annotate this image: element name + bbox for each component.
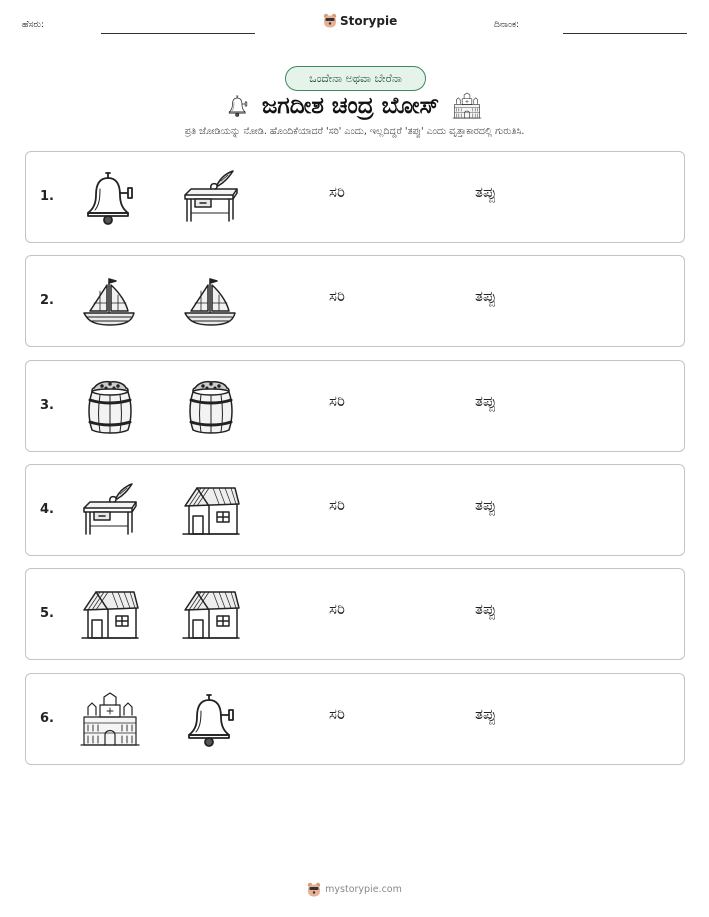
option-wrong[interactable]: ತಪ್ಪು [475,704,497,723]
date-line[interactable] [563,33,687,34]
desk-icon [80,482,140,540]
bear-icon [307,882,321,897]
instructions: ಪ್ರತಿ ಜೋಡಿಯನ್ನು ನೋಡಿ. ಹೊಂದಿಕೆಯಾದರೆ 'ಸರಿ' ಎಂದು, ಇಲ್ಲದಿದ್ದರೆ 'ತಪ್ಪು' ಎಂದು ವೃತ್ತಾಕಾರದಲ್ಲಿ ಗುರುತಿಸಿ. [184,126,525,137]
worksheet-type-pill: ಒಂದೇನಾ ಅಥವಾ ಬೇರೆನಾ [285,66,426,91]
question-number: 3. [40,397,54,413]
page-title: ಜಗದೀಶ ಚಂದ್ರ ಬೋಸ್ [261,93,440,119]
bell-icon [226,94,250,118]
desk-icon [181,169,241,227]
option-wrong[interactable]: ತಪ್ಪು [475,495,497,514]
footer-url: mystorypie.com [325,883,402,895]
option-wrong[interactable]: ತಪ್ಪು [475,183,497,201]
option-wrong[interactable]: ತಪ್ಪು [475,391,497,410]
question-row [25,360,685,452]
date-label: ದಿನಾಂಕ: [494,20,520,30]
sailboat-icon [181,273,241,331]
question-row [25,568,685,660]
house-icon [181,586,241,644]
question-number: 6. [40,710,54,726]
question-row [25,255,685,347]
option-correct[interactable]: ಸರಿ [329,600,345,619]
sailboat-icon [80,273,140,331]
option-correct[interactable]: ಸರಿ [329,704,345,723]
page-header [0,0,709,44]
house-icon [181,482,241,540]
name-line[interactable] [101,33,255,34]
question-row [25,673,685,765]
house-icon [80,586,140,644]
brand-logo [323,13,397,28]
barrel-icon [80,378,140,436]
bear-icon [323,13,337,28]
option-correct[interactable]: ಸರಿ [329,495,345,514]
question-row [25,151,685,243]
option-correct[interactable]: ಸರಿ [329,391,345,410]
option-correct[interactable]: ಸರಿ [329,183,345,201]
option-wrong[interactable]: ತಪ್ಪು [475,600,497,619]
barrel-icon [181,378,241,436]
question-number: 2. [40,293,54,309]
question-number: 5. [40,606,54,622]
question-number: 4. [40,501,54,517]
brand-name: Storypie [340,13,398,28]
page-footer [0,878,709,900]
bell-icon [181,691,241,749]
question-number: 1. [40,189,54,204]
building-icon [451,92,483,120]
question-row [25,464,685,556]
bell-icon [80,169,140,227]
name-label: ಹೆಸರು: [22,20,45,30]
option-correct[interactable]: ಸರಿ [329,287,345,306]
building-icon [80,691,140,749]
option-wrong[interactable]: ತಪ್ಪು [475,287,497,306]
title-row [0,88,709,124]
